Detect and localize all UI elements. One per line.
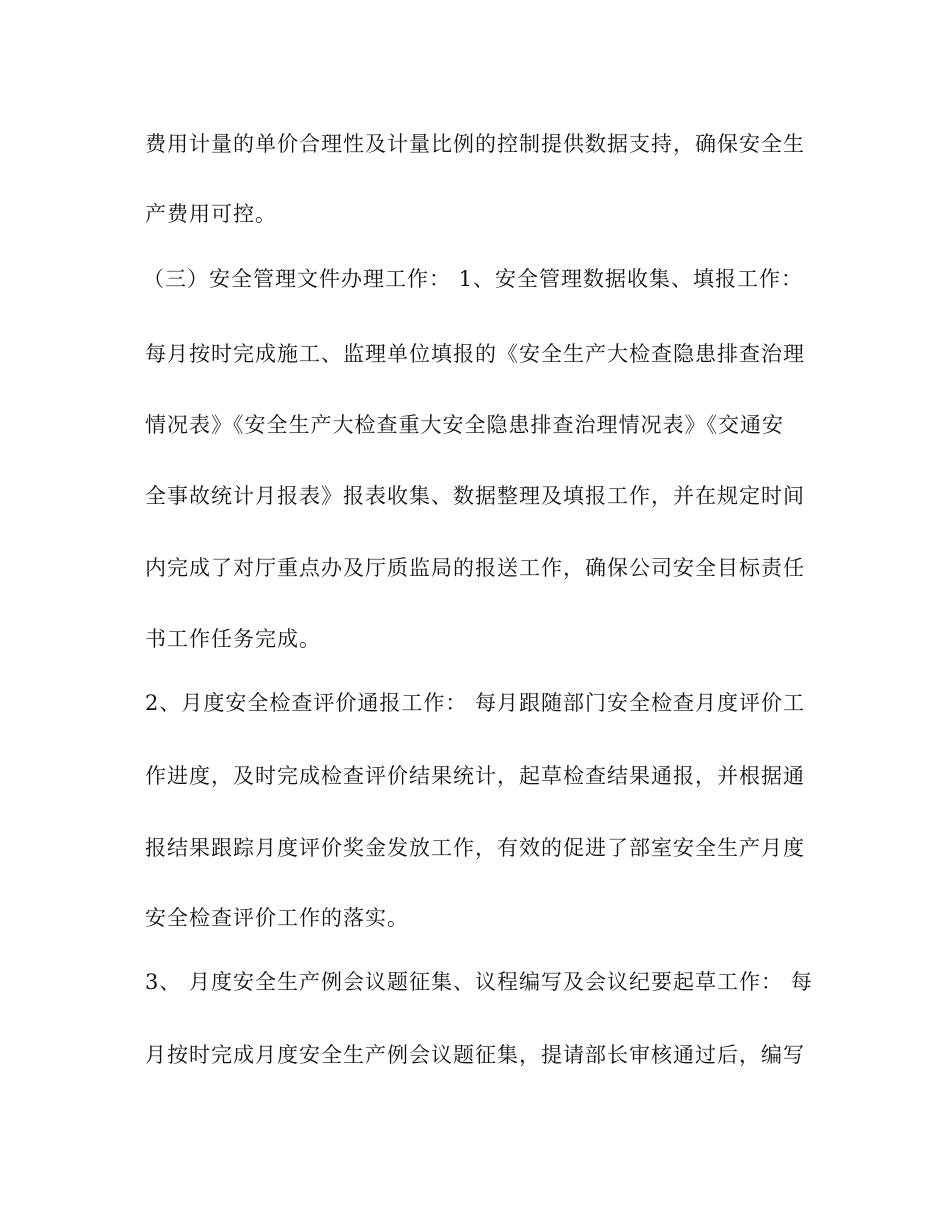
- body-text-line: 情况表》《安全生产大检查重大安全隐患排查治理情况表》《交通安: [145, 413, 784, 437]
- body-text-line: 产费用可控。: [145, 202, 277, 226]
- body-text-line: 月按时完成月度安全生产例会议题征集，提请部长审核通过后，编写: [145, 1043, 805, 1067]
- body-text-line: 书工作任务完成。: [145, 627, 321, 651]
- body-text-line: 作进度，及时完成检查评价结果统计，起草检查结果通报，并根据通: [145, 764, 805, 788]
- body-text-line: 内完成了对厅重点办及厅质监局的报送工作，确保公司安全目标责任: [145, 556, 805, 580]
- numbered-item-line: 3、 月度安全生产例会议题征集、议程编写及会议纪要起草工作： 每: [145, 970, 813, 994]
- body-text-line: 费用计量的单价合理性及计量比例的控制提供数据支持，确保安全生: [145, 132, 805, 156]
- body-text-line: 报结果跟踪月度评价奖金发放工作，有效的促进了部室安全生产月度: [145, 836, 805, 860]
- section-heading-line: （三）安全管理文件办理工作： 1、安全管理数据收集、填报工作：: [143, 267, 804, 291]
- numbered-item-line: 2、月度安全检查评价通报工作： 每月跟随部门安全检查月度评价工: [145, 691, 806, 715]
- body-text-line: 每月按时完成施工、监理单位填报的《安全生产大检查隐患排查治理: [145, 342, 805, 366]
- body-text-line: 安全检查评价工作的落实。: [145, 906, 409, 930]
- body-text-line: 全事故统计月报表》报表收集、数据整理及填报工作，并在规定时间: [145, 484, 805, 508]
